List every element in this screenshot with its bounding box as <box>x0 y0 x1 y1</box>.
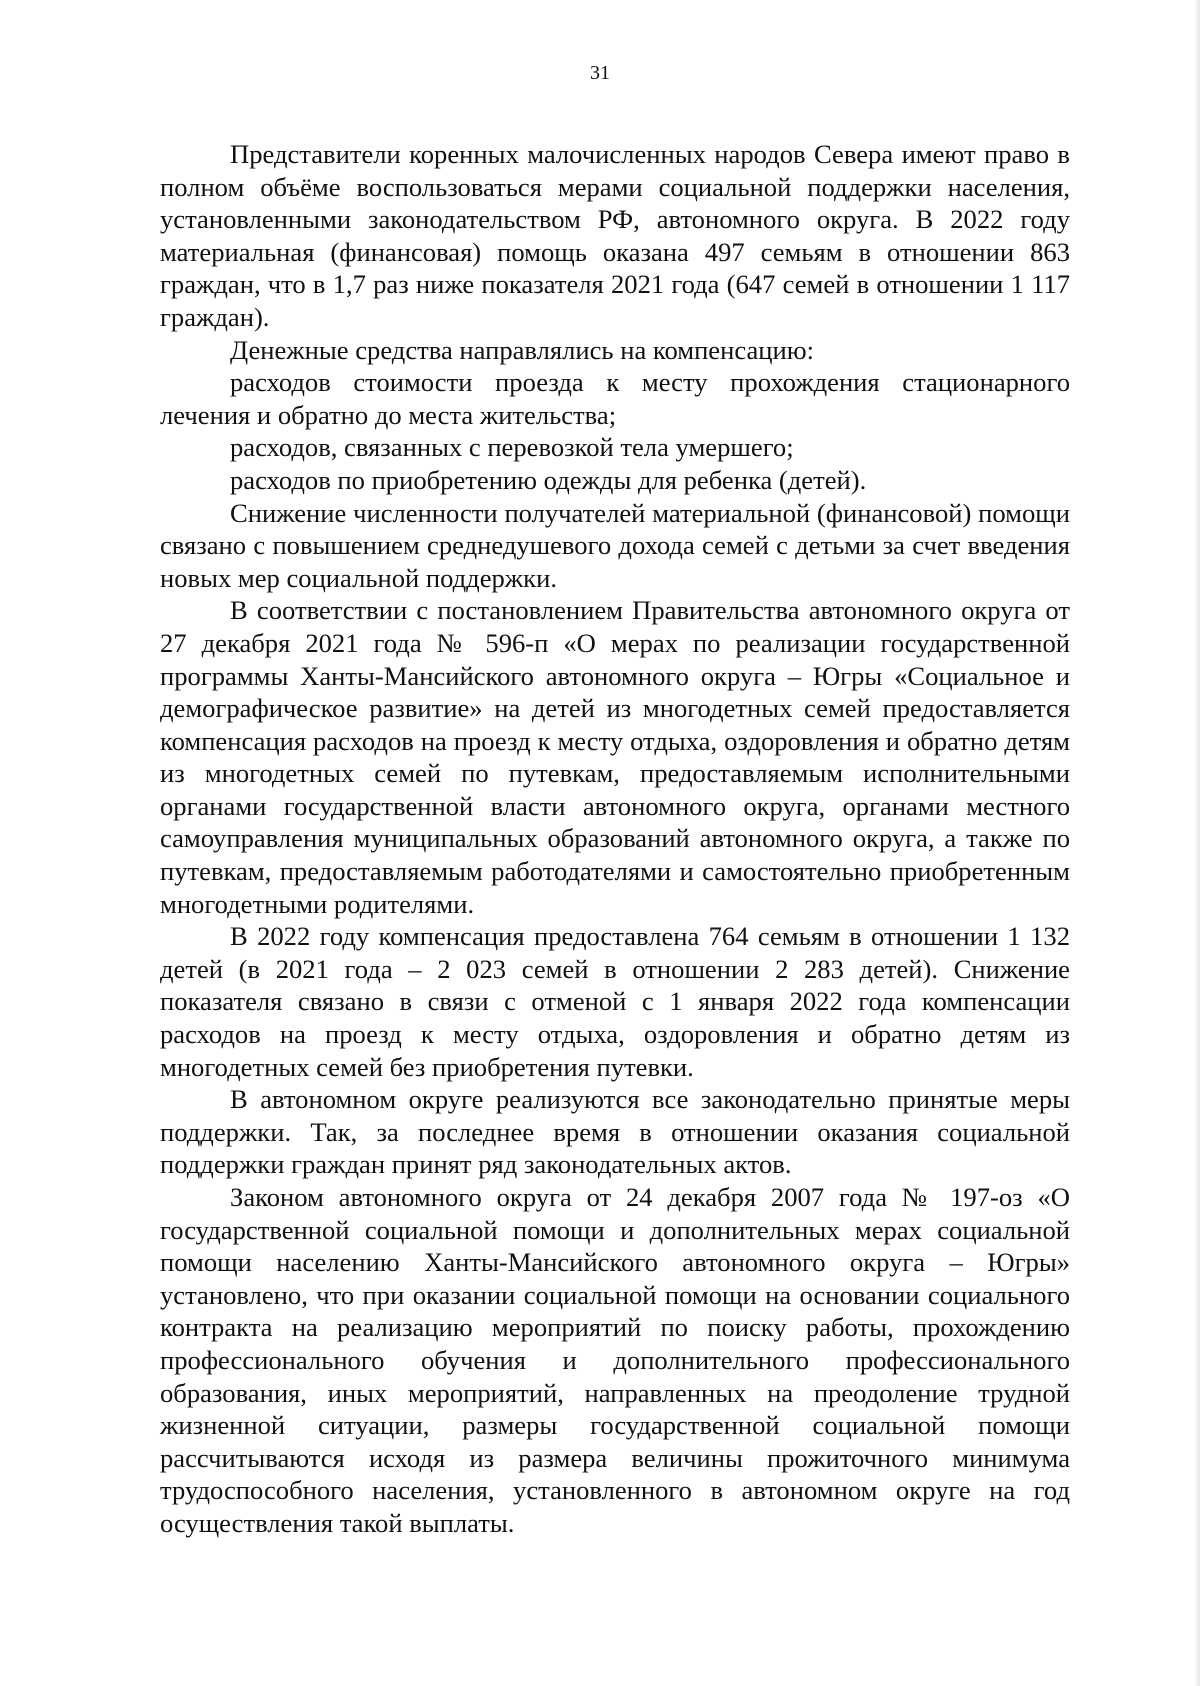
paragraph: расходов стоимости проезда к месту прохождения стационарного лечения и обратно до места жительства; <box>160 367 1070 430</box>
document-body <box>160 138 1070 1540</box>
paragraph: В 2022 году компенсация предоставлена 764 семьям в отношении 1 132 детей (в 2021 года – 2 023 семей в отношении 2 283 детей). Снижение показателя связано в связи с отменой с 1 января 2022 года компенсации расходов на проезд к месту отдыха, оздоровления и обратно детям из многодетных семей без приобретения путевки. <box>160 921 1070 1082</box>
paragraph: В автономном округе реализуются все законодательно принятые меры поддержки. Так, за последнее время в отношении оказания социальной поддержки граждан принят ряд законодательных актов. <box>160 1084 1070 1180</box>
paragraph: Снижение численности получателей материальной (финансовой) помощи связано с повышением среднедушевого дохода семей с детьми за счет введения новых мер социальной поддержки. <box>160 497 1070 593</box>
paragraph: Денежные средства направлялись на компенсацию: <box>230 334 814 365</box>
scan-edge-shadow <box>1194 0 1200 1686</box>
paragraph: расходов по приобретению одежды для ребенка (детей). <box>230 464 867 495</box>
page-number: 31 <box>590 62 610 84</box>
paragraph: Законом автономного округа от 24 декабря 2007 года № 197-оз «О государственной социальной помощи и дополнительных мерах социальной помощи населению Ханты-Мансийского автономного округа – Югры» установлено, что при оказании социальной помощи на основании социального контракта на реализацию мероприятий по поиску работы, прохождению профессионального обучения и дополнительного профессионального образования, иных мероприятий, направленных на преодоление трудной жизненной ситуации, размеры государственной социальной помощи рассчитываются исходя из размера величины прожиточного минимума трудоспособного населения, установленного в автономном округе на год осуществления такой выплаты. <box>160 1182 1070 1538</box>
paragraph: В соответствии с постановлением Правительства автономного округа от 27 декабря 2021 года № 596-п «О мерах по реализации государственной программы Ханты-Мансийского автономного округа – Югры «Социальное и демографическое развитие» на детей из многодетных семей предоставляется компенсация расходов на проезд к месту отдыха, оздоровления и обратно детям из многодетных семей по путевкам, предоставляемым исполнительными органами государственной власти автономного округа, органами местного самоуправления муниципальных образований автономного округа, а также по путевкам, предоставляемым работодателями и самостоятельно приобретенным многодетными родителями. <box>160 595 1070 919</box>
paragraph: расходов, связанных с перевозкой тела умершего; <box>230 432 794 463</box>
paragraph: Представители коренных малочисленных народов Севера имеют право в полном объёме воспользоваться мерами социальной поддержки населения, установленными законодательством РФ, автономного округа. В 2022 году материальная (финансовая) помощь оказана 497 семьям в отношении 863 граждан, что в 1,7 раз ниже показателя 2021 года (647 семей в отношении 1 117 граждан). <box>160 139 1070 332</box>
